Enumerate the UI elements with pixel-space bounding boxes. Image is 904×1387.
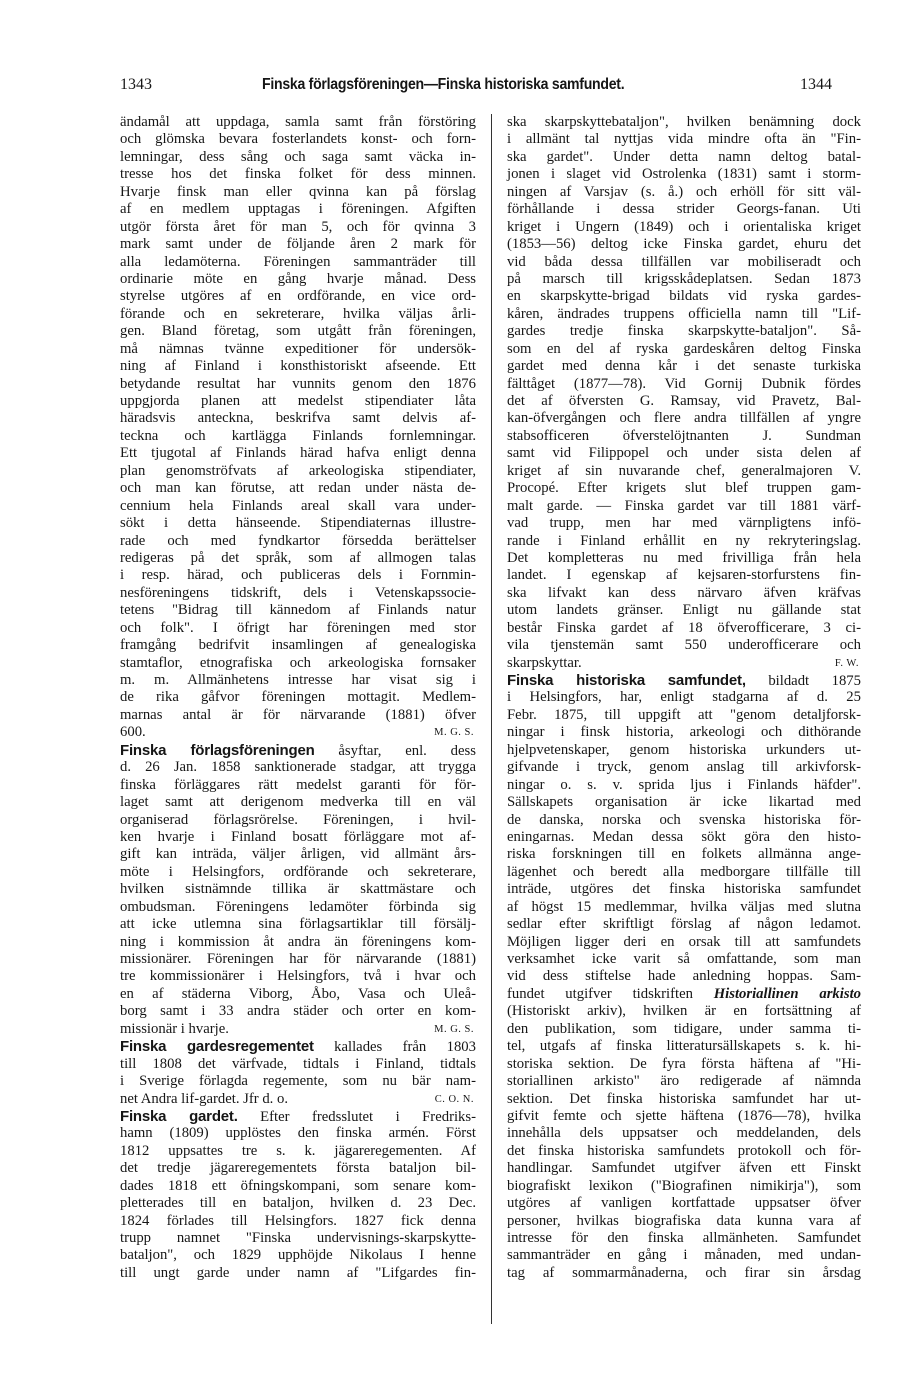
line-text: vila tjenstemän samt 550 underofficerare och	[507, 637, 861, 654]
line-text: af en medlem upptagas i föreningen. Afgiften	[120, 201, 476, 218]
line-text: d. 26 Jan. 1858 sanktionerade stadgar, att trygga	[120, 759, 476, 776]
text-line	[507, 916, 861, 933]
text-line	[120, 288, 476, 305]
line-text: möte i Helsingfors, ordförande och sekreterare,	[120, 863, 476, 880]
line-text: de rika gåfvor föreningen mottagit. Medlem-	[120, 689, 476, 706]
text-line	[120, 724, 476, 741]
text-line	[507, 1178, 861, 1195]
text-line	[507, 393, 861, 410]
text-line	[120, 1213, 476, 1230]
text-line	[120, 881, 476, 898]
text-line	[507, 794, 861, 811]
line-text: dades 1818 ett öfningskompani, som senare kom-	[120, 1177, 476, 1194]
line-text: utom landets gränser. Enligt nu gällande stat	[507, 602, 861, 619]
text-line	[120, 829, 476, 846]
text-line	[120, 707, 476, 724]
left-text-column	[120, 114, 476, 1282]
line-text: biografiskt lexikon ("Biografinen nimikirja"), som	[507, 1177, 861, 1194]
line-text: i allmänt tal nyttjas vida mindre ofta än "Fin-	[507, 131, 861, 148]
line-text: tag af sommarmånaderna, och firar sin årsdag	[507, 1264, 861, 1281]
line-text: i resp. härad, och publiceras dels i Fornmin-	[120, 567, 476, 584]
running-header	[0, 76, 904, 100]
line-text: tre kommissionärer i Helsingfors, två i hvar och	[120, 968, 476, 985]
line-text: ning af Finland i konsthistoriskt afseende. Ett	[120, 358, 476, 375]
line-text: alla ledamöterna. Föreningen sammanträder till	[120, 253, 476, 270]
line-text: Det kompletteras nu med frivilliga från hela	[507, 549, 861, 566]
text-line	[120, 393, 476, 410]
text-line	[507, 655, 861, 672]
text-line	[120, 149, 476, 166]
line-text: fälttåget (1877—78). Vid Gornij Dubnik fördes	[507, 375, 861, 392]
text-line	[120, 1247, 476, 1264]
text-line	[507, 114, 861, 131]
line-text: fundet utgifver tidskriften	[507, 985, 714, 1002]
line-text: vid båda dessa tillfällen var mobiliseradt och	[507, 253, 861, 270]
line-text: ningen af Varsjav (s. å.) och erhöll för sitt väl-	[507, 183, 861, 200]
text-line	[507, 323, 861, 340]
text-line	[507, 1056, 861, 1073]
line-text: Möjligen ligger deri en orsak till att samfundets	[507, 933, 861, 950]
text-line	[507, 236, 861, 253]
line-text: (1853—56) deltog icke Finska gardet, ehuru det	[507, 236, 861, 253]
text-line	[120, 323, 476, 340]
article-headword: Finska historiska samfundet,	[507, 672, 746, 689]
line-text: gifvit femte och sjette häftena (1876—78), hvilka	[507, 1107, 861, 1124]
text-line	[120, 376, 476, 393]
line-text: sektion. Det finska historiska samfundet har ut-	[507, 1090, 861, 1107]
line-text: att icke utlemna sina förlagsartiklar till försälj-	[120, 916, 476, 933]
line-text: ska skarpskyttebataljon", hvilken benämning dock	[507, 114, 861, 130]
text-line	[507, 376, 861, 393]
page-number-left: 1343	[120, 76, 152, 93]
text-line	[507, 968, 861, 985]
line-text: net Andra lif-gardet. Jfr d. o.	[120, 1090, 289, 1107]
text-line	[507, 219, 861, 236]
text-line	[507, 533, 861, 550]
text-line	[120, 1056, 476, 1073]
text-line	[120, 1003, 476, 1020]
text-line	[507, 637, 861, 654]
text-line	[120, 410, 476, 427]
text-line	[120, 236, 476, 253]
text-line	[120, 1038, 476, 1055]
text-line	[120, 498, 476, 515]
line-text: rande i Finland erhållit en ny rekryteringslag.	[507, 532, 861, 549]
line-text: vad trupp, men har med värnpligtens infö-	[507, 515, 861, 532]
text-line	[120, 1230, 476, 1247]
text-line	[120, 567, 476, 584]
text-line	[507, 341, 861, 358]
line-text: Sällskapets organisation är icke likartad med	[507, 794, 861, 811]
text-line	[120, 1108, 476, 1125]
text-line	[507, 759, 861, 776]
line-text: rade och med fyndkartor försedda berättelser	[120, 532, 476, 549]
line-text: personer, hvilkas biografiska data kunna vara af	[507, 1212, 861, 1229]
text-line	[507, 288, 861, 305]
line-text: cennium hela Finlands areal skall vara under-	[120, 497, 476, 514]
text-line	[120, 951, 476, 968]
text-line	[507, 410, 861, 427]
text-line	[507, 1160, 861, 1177]
text-line	[120, 812, 476, 829]
text-line	[120, 114, 476, 131]
line-text: åsyftar, enl. dess	[314, 742, 476, 759]
line-text: förande och en sekreterare, hvilka väljas årli-	[120, 305, 476, 322]
line-text: (Historiskt arkiv), hvilken är en fortsättning af	[507, 1003, 861, 1020]
line-text: kallades från 1803	[313, 1039, 476, 1056]
text-line	[120, 1195, 476, 1212]
text-line	[507, 515, 861, 532]
text-line	[507, 149, 861, 166]
line-text: missionärer. Föreningen har för närvarande (1881)	[120, 951, 476, 967]
text-line	[120, 794, 476, 811]
text-line	[507, 480, 861, 497]
text-line	[120, 689, 476, 706]
line-text: ning i kommission åt andra än föreningens kom-	[120, 933, 476, 950]
text-line	[507, 620, 861, 637]
text-line	[507, 498, 861, 515]
line-text: i Sverige förlagda regemente, som nu bär nam-	[120, 1073, 476, 1090]
line-text: ska lifvakt kan dess närvaro äfven kräfvas	[507, 584, 861, 601]
line-text: kan-öfvergången och flere andra tillfällen af yngre	[507, 410, 861, 427]
text-line	[120, 602, 476, 619]
line-text: bildadt 1875	[745, 673, 861, 689]
text-line	[120, 846, 476, 863]
text-line	[120, 480, 476, 497]
line-text: marnas antal är för närvarande (1881) öfver	[120, 706, 476, 723]
text-line	[507, 1143, 861, 1160]
line-text: den publikation, som tidigare, under samma ti-	[507, 1020, 861, 1037]
text-line	[507, 864, 861, 881]
line-text: mark samt under de följande åren 2 mark för	[120, 236, 476, 253]
author-signature: C. O. N.	[434, 1093, 474, 1105]
line-text: ombudsman. Föreningens ledamöter förbinda sig	[120, 898, 476, 915]
author-signature: M. G. S.	[434, 727, 474, 739]
text-line	[507, 1247, 861, 1264]
line-text: sammanträder en gång i månaden, med undan-	[507, 1247, 861, 1264]
line-text: uppgjorda planen att medelst stipendiater låta	[120, 393, 476, 409]
text-line	[120, 620, 476, 637]
text-line	[507, 951, 861, 968]
line-text: innehålla dels uppsatser och meddelanden, dels	[507, 1125, 861, 1142]
text-line	[507, 1021, 861, 1038]
text-line	[507, 166, 861, 183]
text-line	[120, 515, 476, 532]
article-headword: Finska gardet.	[120, 1107, 238, 1125]
line-text: till 1808 det värfvade, tidtals i Finland, tidtals	[120, 1055, 476, 1072]
line-text: laget samt att derigenom medverka till en väl	[120, 794, 476, 811]
text-line	[507, 1265, 861, 1282]
line-text: en skarpskytte-brigad bildats vid ryska gardes-	[507, 288, 861, 305]
text-line	[507, 1091, 861, 1108]
line-text: tresse hos det finska folket för dess minnen.	[120, 166, 476, 183]
line-text: af högst 15 medlemmar, hvilka väljas med slutna	[507, 898, 861, 915]
line-text: hvilken sistnämnde tillika är skattmästare och	[120, 881, 476, 898]
line-text: inträde, utgöres det finska historiska samfundet	[507, 881, 861, 898]
text-line	[507, 899, 861, 916]
text-line	[120, 358, 476, 375]
line-text: trupp namnet "Finska undervisnings-skarpskytte-	[120, 1230, 476, 1246]
text-line	[120, 219, 476, 236]
text-line	[507, 550, 861, 567]
author-signature: M. G. S.	[434, 1023, 474, 1035]
line-text: bataljon", och 1829 upphöjde Nikolaus I henne	[120, 1247, 476, 1264]
line-text: stabsofficeren öfverstelöjtnanten J. Sundman	[507, 427, 861, 444]
line-text: gardet med denna kår i det senaste turkiska	[507, 358, 861, 375]
text-line	[120, 201, 476, 218]
line-text: må nämnas tvänne expeditioner för undersök-	[120, 340, 476, 357]
running-title: Finska förlagsföreningen—Finska historiska samfundet.	[262, 76, 625, 93]
text-line	[120, 585, 476, 602]
line-text: Efter fredsslutet i Fredriks-	[237, 1108, 476, 1125]
line-text: hamn (1809) upplöstes den finska armén. Först	[120, 1125, 476, 1142]
line-text: utgöres af vanligen kortfattade uppsatser öfver	[507, 1195, 861, 1212]
text-line	[120, 1091, 476, 1108]
text-line	[120, 1125, 476, 1142]
text-line	[120, 271, 476, 288]
line-text: intresse för den finska allmänheten. Samfundet	[507, 1230, 861, 1246]
line-text: en af städerna Viborg, Åbo, Vasa och Uleå-	[120, 985, 476, 1002]
line-text: och folk". I öfrigt har föreningen med stor	[120, 619, 476, 636]
line-text: Procopé. Efter krigets slut blef truppen gam-	[507, 480, 861, 497]
page-number-right: 1344	[800, 76, 832, 93]
line-text: 1824 förlades till Helsingfors. 1827 fick denna	[120, 1212, 476, 1229]
line-text: framgång bedrifvit insamlingen af genealogiska	[120, 637, 476, 654]
author-signature: F. W.	[834, 657, 859, 669]
line-text: gift kan inträda, väljer årligen, vid allmänt års-	[120, 846, 476, 863]
line-text: kåren, ändrades truppens officiella namn till "Lif-	[507, 305, 861, 322]
text-line	[507, 1038, 861, 1055]
line-text: lemningar, dess sång och saga samt väcka in-	[120, 148, 476, 165]
line-text: storiska sektion. De fyra första häftena af "Hi-	[507, 1055, 861, 1072]
text-line	[120, 131, 476, 148]
text-line	[507, 812, 861, 829]
text-line	[120, 463, 476, 480]
text-line	[120, 1021, 476, 1038]
line-text: m. m. Allmänhetens intresse har visat sig i	[120, 672, 476, 688]
line-text: tetens "Bidrag till kännedom af Finlands natur	[120, 602, 476, 619]
line-text: vid dess stiftelse hade anledning hoppas. Sam-	[507, 968, 861, 985]
text-line	[507, 1195, 861, 1212]
line-text: hjelpvetenskaper, genom historiska urkunders ut-	[507, 741, 861, 758]
line-text: storiallinen arkisto" äro redigerade af nämnda	[507, 1073, 861, 1090]
text-line	[120, 899, 476, 916]
line-text: Hvarje finsk man eller qvinna kan på förslag	[120, 183, 476, 200]
line-text: styrelse utgöres af en ordförande, en vice ord-	[120, 288, 476, 305]
text-line	[507, 131, 861, 148]
text-line	[120, 254, 476, 271]
line-text: ken hvarje i Finland bosatt förläggare mot af-	[120, 828, 476, 845]
text-line	[507, 881, 861, 898]
text-line	[507, 724, 861, 741]
line-text: sökt i detta hänseende. Stipendiaternas illustre-	[120, 515, 476, 532]
line-text: plan genomströfvats af arkeologiska stipendiater,	[120, 462, 476, 479]
line-text: på marsch till krigsskådeplatsen. Sedan 1873	[507, 270, 861, 287]
text-line	[120, 1143, 476, 1160]
text-line	[120, 1073, 476, 1090]
line-text: ningar o. s. v. sprida ljus i Finlands häfder".	[507, 776, 861, 793]
text-line	[120, 184, 476, 201]
line-text: Febr. 1875, till uppgift att "genom detaljforsk-	[507, 706, 861, 723]
article-headword: Finska gardesregementet	[120, 1038, 314, 1056]
text-line	[120, 759, 476, 776]
text-line	[120, 445, 476, 462]
text-line	[507, 1230, 861, 1247]
text-line	[120, 777, 476, 794]
line-text: betydande resultat har vunnits genom den 1876	[120, 375, 476, 392]
line-text: det finska historiska samfundets protokoll och för-	[507, 1142, 861, 1159]
line-text: häradsvis anteckna, beskrifva samt delvis af-	[120, 410, 476, 427]
line-text: pletterades till en bataljon, hvilken d. 23 Dec.	[120, 1195, 476, 1212]
line-text: redigeras på det språk, som af allmogen talas	[120, 549, 476, 566]
line-text: 600.	[120, 724, 146, 741]
line-text: ändamål att uppdaga, samla samt från förstöring	[120, 114, 476, 130]
text-line	[120, 986, 476, 1003]
right-text-column	[507, 114, 861, 1282]
line-text: finska förläggares rätt medelst garanti för för-	[120, 776, 476, 793]
text-line	[507, 1108, 861, 1125]
line-text: gardes tredje finska skarpskytte-bataljon". Så-	[507, 323, 861, 340]
line-text: det af öfversten G. Ramsay, vid Pravetz, Bal-	[507, 393, 861, 409]
line-text: består Finska gardet af 18 öfverofficerare, 3 ci-	[507, 619, 861, 636]
text-line	[507, 358, 861, 375]
text-line	[507, 742, 861, 759]
column-divider	[491, 114, 492, 1324]
line-text: handlingar. Samfundet utgifver äfven ett Finskt	[507, 1160, 861, 1177]
line-text: ningar i finsk historia, arkeologi och dithörande	[507, 724, 861, 741]
text-line	[120, 742, 476, 759]
line-text: lägenhet och beredt alla medborgare tillfälle till	[507, 863, 861, 880]
text-line	[120, 533, 476, 550]
line-text: det tredje jägareregementets första bataljon bil-	[120, 1160, 476, 1177]
text-line	[507, 184, 861, 201]
text-line	[507, 1073, 861, 1090]
line-text: nesföreningens tidskrift, dels i Vetenskapssocie-	[120, 584, 476, 601]
line-text: och man kan förutse, att redan under nästa de-	[120, 480, 476, 497]
text-line	[120, 637, 476, 654]
text-line	[120, 550, 476, 567]
line-text: de danska, norska och svenska historiska för-	[507, 811, 861, 828]
line-text: och glömska bevara fosterlandets konst- och forn-	[120, 131, 476, 148]
text-line	[120, 916, 476, 933]
line-text: malt garde. — Finska gardet var till 1881 värf-	[507, 497, 861, 514]
line-text: skarpskyttar.	[507, 654, 582, 671]
line-text: sedlar efter skriftligt förslag af någon ledamot.	[507, 916, 861, 933]
text-line	[507, 672, 861, 689]
line-text: stamtaflor, etnografiska och arkeologiska fornsaker	[120, 654, 476, 671]
text-line	[507, 1213, 861, 1230]
text-line	[507, 306, 861, 323]
line-text: Ett tjugotal af Finlands härad hafva enligt denna	[120, 445, 476, 462]
text-line	[120, 655, 476, 672]
line-text: till ungt garde under namn af "Lifgardes fin-	[120, 1264, 476, 1281]
text-line	[120, 968, 476, 985]
text-line	[507, 777, 861, 794]
line-text: samt vid Filippopel och under sista delen af	[507, 445, 861, 462]
text-line	[120, 864, 476, 881]
line-text: kriget i Ungern (1849) och i orientaliska kriget	[507, 218, 861, 235]
text-line	[120, 1160, 476, 1177]
text-line	[507, 463, 861, 480]
text-line	[507, 428, 861, 445]
text-line	[507, 1003, 861, 1020]
text-line	[120, 672, 476, 689]
line-text: som en del af ryska gardeskåren deltog Finska	[507, 340, 861, 357]
line-text: riska forskningen till en folkets allmänna ange-	[507, 846, 861, 863]
text-line	[507, 829, 861, 846]
italic-title: Historiallinen arkisto	[713, 985, 861, 1002]
text-line	[507, 707, 861, 724]
line-text: utgör första året för man 5, och för qvinna 3	[120, 218, 476, 235]
line-text: förhållande i dessa strider Georgs-fanan. Uti	[507, 201, 861, 218]
line-text: jonen i slaget vid Ostrolenka (1831) samt i storm-	[507, 166, 861, 183]
text-line	[507, 986, 861, 1003]
line-text: gen. Bland företag, som utgått från föreningen,	[120, 323, 476, 340]
text-line	[507, 271, 861, 288]
line-text: organiserad förlagsrörelse. Föreningen, i hvil-	[120, 811, 476, 828]
text-line	[120, 1265, 476, 1282]
text-line	[120, 428, 476, 445]
text-line	[120, 934, 476, 951]
article-headword: Finska förlagsföreningen	[120, 741, 315, 759]
text-line	[507, 1125, 861, 1142]
line-text: tel, utgafs af finska litteratursällskapets s. k. hi-	[507, 1038, 861, 1055]
text-line	[507, 846, 861, 863]
line-text: kriget af sin nuvarande chef, generalmajoren V.	[507, 462, 861, 479]
line-text: landet. I egenskap af kejsaren-storfurstens fin-	[507, 567, 861, 584]
line-text: eningarnas. Medan dessa sökt göra den histo-	[507, 828, 861, 845]
line-text: ordinarie möte en gång hvarje månad. Dess	[120, 270, 476, 287]
text-line	[120, 341, 476, 358]
text-line	[507, 254, 861, 271]
line-text: i Helsingfors, har, enligt stadgarna af d. 25	[507, 689, 861, 706]
line-text: gifvande i tryck, genom anslag till arkivforsk-	[507, 759, 861, 776]
text-line	[507, 585, 861, 602]
line-text: 1812 uppsattes tre s. k. jägareregementen. Af	[120, 1142, 476, 1159]
line-text: teckna och kartlägga Finlands fornlemningar.	[120, 427, 476, 444]
line-text: missionär i hvarje.	[120, 1020, 229, 1037]
text-line	[120, 166, 476, 183]
text-line	[507, 567, 861, 584]
text-line	[120, 306, 476, 323]
text-line	[507, 201, 861, 218]
line-text: borg samt i 33 andra städer och orter en kom-	[120, 1003, 476, 1020]
text-line	[120, 1178, 476, 1195]
line-text: verksamhet icke varit så omfattande, som man	[507, 951, 861, 967]
text-line	[507, 689, 861, 706]
text-line	[507, 445, 861, 462]
line-text: ska gardet". Under detta namn deltog batal-	[507, 148, 861, 165]
text-line	[507, 934, 861, 951]
text-line	[507, 602, 861, 619]
